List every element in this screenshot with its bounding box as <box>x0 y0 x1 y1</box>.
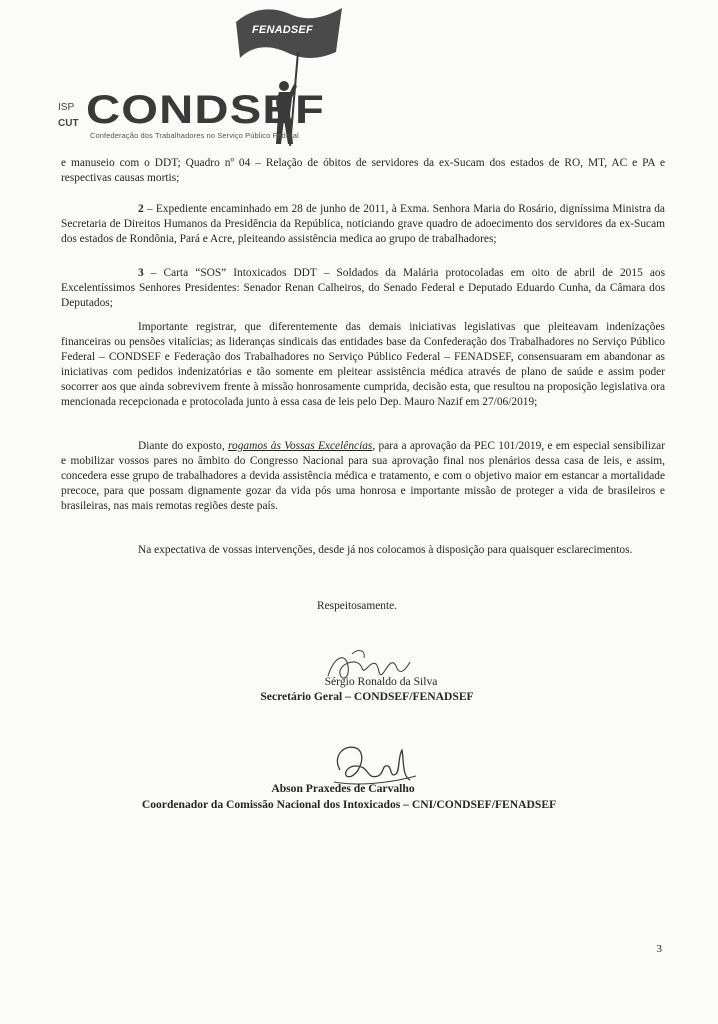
signatory-1-name: Sérgio Ronaldo da Silva <box>324 675 438 688</box>
diante-emphasis: rogamos às Vossas Excelências <box>228 440 373 452</box>
closing-text: Respeitosamente. <box>316 600 398 612</box>
diante-text-before: Diante do exposto, <box>138 440 229 452</box>
expectativa-paragraph: Na expectativa de vossas intervenções, desde já nos colocamos à disposição para quaisquer esclarecimentos. <box>138 544 633 556</box>
cut-label: CUT <box>58 118 79 129</box>
isp-label: ISP <box>58 102 75 113</box>
importante-paragraph: Importante registrar, que diferentemente das demais iniciativas legislativas que pleiteavam indenizações financeiras ou pensões vitalícias; as lideranças sindicais das entidades base da Confederação dos Trabalhadores no Serviço Público Federal – CONDSEF e Federação dos Trabalhadores no Serviço Público Federal – FENADSEF, consensuaram em abandonar as iniciativas com pedidos indenizatórias e tão somente em pleitear assistência médica através de plano de saúde e assim poder socorrer aos que ainda sobrevivem frente à missão honrosamente cumprida, decisão esta, que resultou na proposição legislativa ora mencionada recepcionada e protocolada junto à essa casa de leis pelo Dep. Mauro Nazif em 27/06/2019; <box>61 321 665 408</box>
signatory-2-title: Coordenador da Comissão Nacional dos Intoxicados – CNI/CONDSEF/FENADSEF <box>141 798 557 811</box>
item-2-text: – Expediente encaminhado em 28 de junho de 2011, à Exma. Senhora Maria do Rosário, digníssima Ministra da Secretaria de Direitos Humanos da Presidência da República, noticiando grave quadro de adoecimento dos servidores da ex-Sucam dos estados de Rondônia, Pará e Acre, pleiteando assistência medica ao grupo de trabalhadores; <box>61 203 665 245</box>
item-3-text: – Carta “SOS” Intoxicados DDT – Soldados da Malária protocoladas em oito de abril de 2015 aos Excelentíssimos Senhores Presidentes: Senador Renan Calheiros, do Senado Federal e Deputado Eduardo Cunha, da Câmara dos Deputados; <box>61 267 665 309</box>
fenadsef-flag-text: FENADSEF <box>252 24 313 36</box>
condsef-logo-text: CONDSEF <box>86 88 326 132</box>
item-2-number: 2 <box>138 203 144 215</box>
signatory-1-title: Secretário Geral – CONDSEF/FENADSEF <box>260 690 474 703</box>
item-2-paragraph <box>61 202 665 247</box>
item-3-number: 3 <box>138 267 144 279</box>
intro-paragraph: e manuseio com o DDT; Quadro nº 04 – Relação de óbitos de servidores da ex-Sucam dos estados de RO, MT, AC e PA e respectivas causas mortis; <box>61 157 665 184</box>
diante-paragraph <box>61 439 665 514</box>
diante-text-after: , para a aprovação da PEC 101/2019, e em especial sensibilizar e mobilizar vossos pares no âmbito do Congresso Nacional para sua aprovação final nos plenários dessa casa de leis, e assim, concedera esse grupo de trabalhadores a devida assistência médica e tratamento, e com o objetivo maior em estancar a mortalidade precoce, para que possam dignamente gozar da vida pós uma honrosa e importante missão de proteger a vida de brasileiros e brasileiras, nas mais remotas regiões deste país. <box>61 440 666 512</box>
signatory-2-name: Abson Praxedes de Carvalho <box>271 782 415 795</box>
item-3-paragraph <box>61 266 665 311</box>
page-number: 3 <box>656 943 662 955</box>
condsef-logo-subtitle: Confederação dos Trabalhadores no Serviço Público Federal <box>90 131 299 140</box>
